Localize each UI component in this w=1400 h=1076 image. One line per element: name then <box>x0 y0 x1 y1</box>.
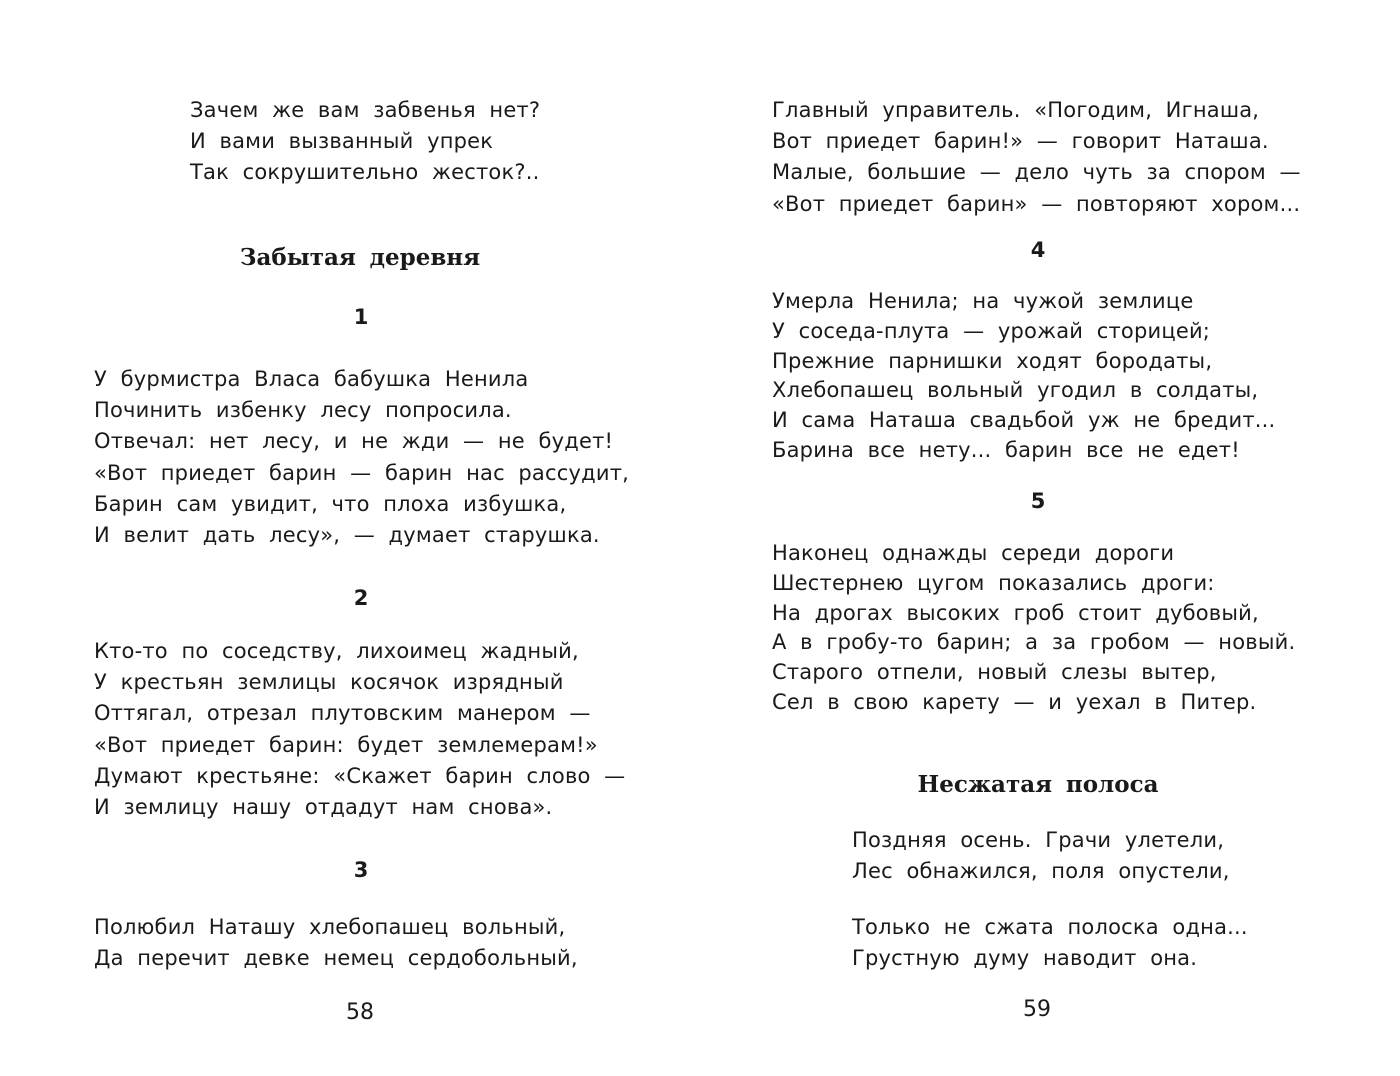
verse-line: Оттягал, отрезал плутовским манером — <box>94 701 591 726</box>
page-number: 58 <box>346 1000 374 1025</box>
verse-line: Сел в свою карету — и уехал в Питер. <box>772 689 1257 714</box>
stanza-section-1 <box>94 364 629 551</box>
verse-line: Поздняя осень. Грачи улетели, <box>852 828 1225 852</box>
stanza-section-5 <box>772 539 1295 718</box>
verse-line: И сама Наташа свадьбой уж не бредит... <box>772 408 1276 433</box>
verse-line: Да перечит девке немец сердобольный, <box>94 946 578 971</box>
verse-line: Починить избенку лесу попросила. <box>94 398 512 423</box>
verse-line: «Вот приедет барин — барин нас рассудит, <box>94 460 630 485</box>
stanza-section-4 <box>772 287 1275 466</box>
verse-line: Отвечал: нет лесу, и не жди — не будет! <box>94 429 614 454</box>
verse-line: У крестьян землицы косячок изрядный <box>94 670 564 695</box>
verse-line: А в гробу-то барин; а за гробом — новый. <box>772 630 1296 655</box>
poem2-stanza-2 <box>852 912 1248 974</box>
verse-line: Барин сам увидит, что плоха избушка, <box>94 491 567 516</box>
verse-line: Малые, большие — дело чуть за спором — <box>772 160 1301 185</box>
section-number: 5 <box>1030 489 1046 513</box>
verse-line: Полюбил Наташу хлебопашец вольный, <box>94 915 566 939</box>
stanza-section-2 <box>94 636 625 823</box>
poem-title: Забытая деревня <box>239 244 481 271</box>
verse-line: Вот приедет барин!» — говорит Наташа. <box>772 129 1269 154</box>
verse-line: Кто-то по соседству, лихоимец жадный, <box>94 639 579 663</box>
poem-title: Несжатая полоса <box>917 771 1159 798</box>
verse-line: Хлебопашец вольный угодил в солдаты, <box>772 378 1259 403</box>
verse-line: Только не сжата полоска одна... <box>852 915 1248 939</box>
verse-line: У бурмистра Власа бабушка Ненила <box>94 367 529 391</box>
verse-line: У соседа-плута — урожай сторицей; <box>772 318 1211 343</box>
section-number: 4 <box>1030 238 1046 262</box>
verse-line: Лес обнажился, поля опустели, <box>852 859 1230 884</box>
verse-line: «Вот приедет барин» — повторяют хором... <box>772 191 1301 216</box>
verse-line: Умерла Ненила; на чужой землице <box>772 289 1194 313</box>
verse-line: Грустную думу наводит она. <box>852 946 1198 971</box>
section-number: 1 <box>353 305 369 329</box>
intro-stanza <box>190 95 540 189</box>
verse-line: И велит дать лесу», — думает старушка. <box>94 523 600 548</box>
verse-line: Главный управитель. «Погодим, Игнаша, <box>772 98 1260 122</box>
verse-line: Старого отпели, новый слезы вытер, <box>772 660 1217 685</box>
verse-line: Барина все нету... барин все не едет! <box>772 437 1240 462</box>
page-number: 59 <box>1023 997 1051 1022</box>
verse-line: Прежние парнишки ходят бородаты, <box>772 348 1213 373</box>
verse-line: Зачем же вам забвенья нет? <box>190 98 541 122</box>
verse-line: На дрогах высоких гроб стоит дубовый, <box>772 600 1259 625</box>
section-number: 2 <box>353 586 369 610</box>
verse-line: Думают крестьяне: «Скажет барин слово — <box>94 763 626 788</box>
verse-line: И землицу нашу отдадут нам снова». <box>94 795 553 820</box>
stanza-section-3-continued <box>772 95 1301 220</box>
stanza-section-3 <box>94 912 578 974</box>
verse-line: Наконец однажды середи дороги <box>772 541 1175 565</box>
verse-line: «Вот приедет барин: будет землемерам!» <box>94 732 598 757</box>
verse-line: Так сокрушительно жесток?.. <box>190 160 540 185</box>
poem2-stanza-1 <box>852 825 1230 887</box>
right-page <box>700 0 1400 1076</box>
verse-line: Шестернею цугом показались дроги: <box>772 570 1215 595</box>
verse-line: И вами вызванный упрек <box>190 129 494 154</box>
section-number: 3 <box>353 858 369 882</box>
